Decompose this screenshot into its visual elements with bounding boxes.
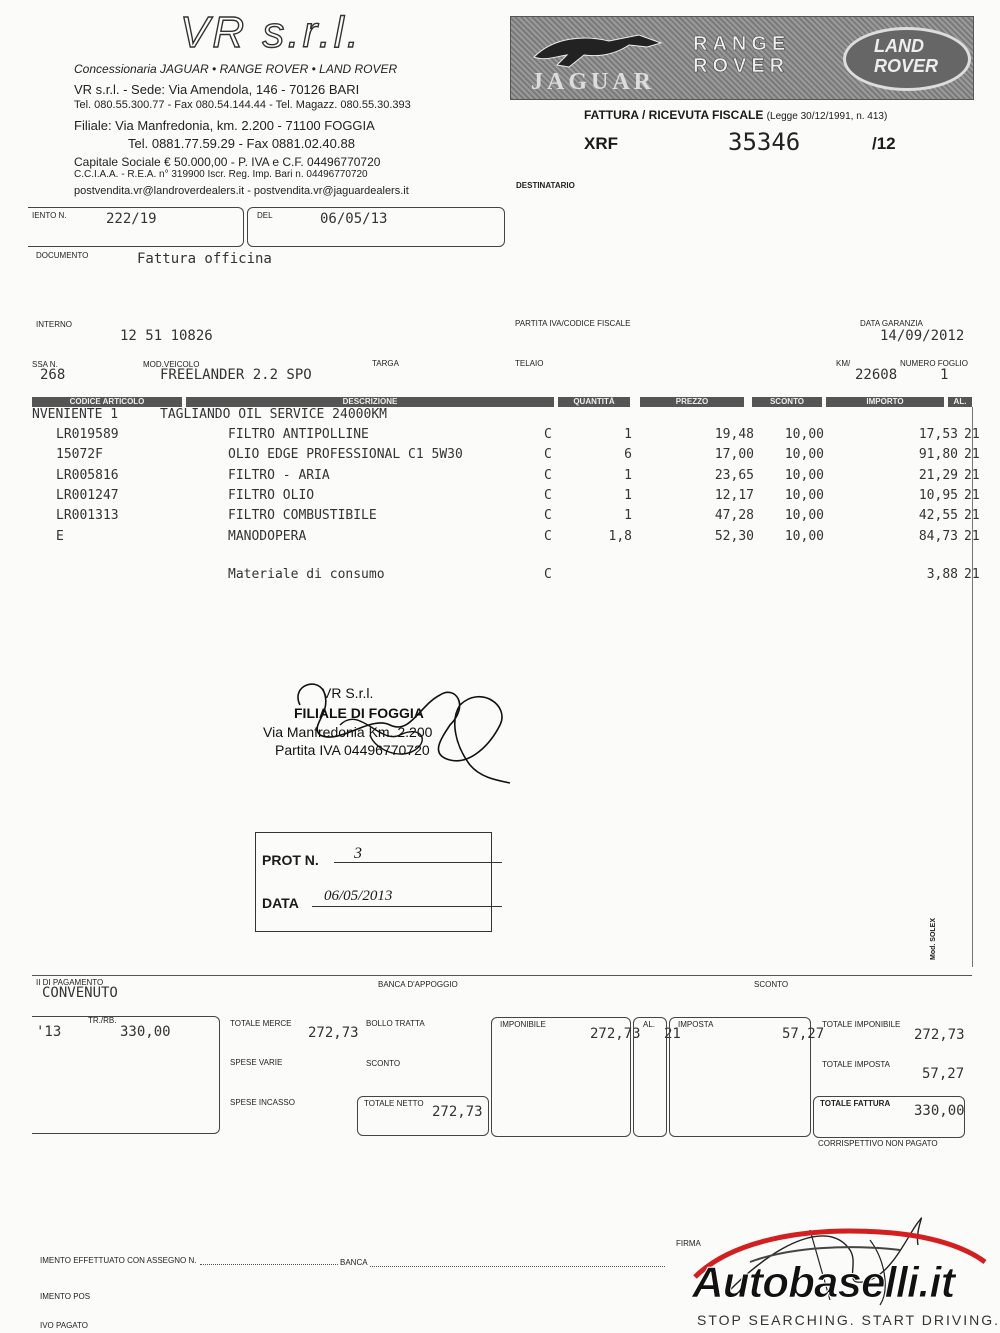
- cell-vat: 21: [964, 447, 980, 463]
- payment-label: II DI PAGAMENTO: [36, 978, 104, 987]
- invoice-title: [584, 108, 887, 122]
- assegno-label: IMENTO EFFETTUATO CON ASSEGNO N.: [40, 1256, 197, 1265]
- documento-n-label: IENTO N.: [32, 211, 67, 220]
- col-aliquota: AL.: [948, 397, 972, 407]
- al-box: [633, 1017, 667, 1137]
- cell-code: LR005816: [56, 467, 119, 483]
- cell-code: 15072F: [56, 447, 103, 463]
- table-row: [0, 427, 1000, 447]
- documento-value: Fattura officina: [137, 251, 272, 267]
- cell-quantity: 1: [624, 467, 632, 483]
- totale-merce-label: TOTALE MERCE: [230, 1019, 292, 1028]
- piva-label: PARTITA IVA/CODICE FISCALE: [515, 319, 631, 328]
- company-email-line: postvendita.vr@landroverdealers.it - postvendita.vr@jaguardealers.it: [74, 185, 409, 197]
- cell-description: Materiale di consumo: [228, 567, 385, 582]
- mod-veicolo-value: FREELANDER 2.2 SPO: [160, 367, 312, 383]
- stamp-line-1: VR S.r.l.: [322, 685, 374, 701]
- del-label: DEL: [257, 211, 273, 220]
- cell-description: MANODOPERA: [228, 528, 307, 544]
- cell-description: OLIO EDGE PROFESSIONAL C1 5W30: [228, 447, 463, 463]
- cell-description: FILTRO - ARIA: [228, 467, 330, 483]
- land-rover-wordmark-2: ROVER: [874, 56, 939, 76]
- interno-label: INTERNO: [36, 320, 72, 329]
- cell-discount: 10,00: [784, 508, 824, 524]
- cell-description: FILTRO COMBUSTIBILE: [228, 508, 377, 524]
- col-prezzo: PREZZO: [640, 397, 744, 407]
- cell-code: LR001247: [56, 487, 119, 503]
- company-filiale-line: Filiale: Via Manfredonia, km. 2.200 - 71100 FOGGIA: [74, 118, 375, 133]
- cell-description: FILTRO ANTIPOLLINE: [228, 427, 369, 442]
- km-label: KM/: [836, 359, 851, 368]
- totale-fattura-label: TOTALE FATTURA: [820, 1099, 891, 1108]
- cell-code: E: [56, 528, 64, 544]
- company-tel-line: Tel. 080.55.300.77 - Fax 080.54.144.44 - Tel. Magazz. 080.55.30.393: [74, 99, 411, 111]
- cell-discount: 10,00: [784, 528, 824, 544]
- prot-value: 3: [354, 845, 362, 862]
- cell-code: LR019589: [56, 427, 119, 442]
- cell-vat: 21: [964, 508, 980, 524]
- range-rover-wordmark-1: RANGE: [693, 33, 791, 55]
- cell-amount: 42,55: [918, 508, 958, 524]
- col-descrizione: DESCRIZIONE: [186, 397, 554, 407]
- cell-type: C: [544, 487, 552, 503]
- telaio-label: TELAIO: [515, 359, 544, 368]
- cell-discount: 10,00: [784, 467, 824, 483]
- banca-appoggio-label: BANCA D'APPOGGIO: [378, 980, 458, 989]
- destinatario-label: DESTINATARIO: [516, 181, 575, 190]
- targa-label: TARGA: [372, 359, 399, 368]
- spese-incasso-label: SPESE INCASSO: [230, 1098, 295, 1107]
- cell-amount: 17,53: [918, 427, 958, 442]
- cell-type: C: [544, 528, 552, 544]
- km-value: 22608: [855, 367, 898, 383]
- cell-quantity: 1: [624, 487, 632, 503]
- cell-quantity: 1: [624, 508, 632, 524]
- payment-sconto-label: SCONTO: [754, 980, 789, 989]
- non-pagato-label: IVO PAGATO: [40, 1321, 89, 1330]
- table-row: [0, 529, 1000, 549]
- watermark-tagline: STOP SEARCHING. START DRIVING.: [697, 1312, 1000, 1328]
- cell-price: 23,65: [714, 467, 754, 483]
- imponibile-label: IMPONIBILE: [500, 1020, 546, 1029]
- spese-varie-label: SPESE VARIE: [230, 1058, 283, 1067]
- cell-type: C: [544, 467, 552, 483]
- cassa-label: SSA N.: [32, 360, 58, 369]
- intro-left: NVENIENTE 1: [32, 407, 119, 422]
- stamp-line-3: Via Manfredonia Km. 2.200: [263, 724, 433, 740]
- cell-vat: 21: [964, 567, 980, 582]
- cell-amount: 21,29: [918, 467, 958, 483]
- cell-vat: 21: [964, 467, 980, 483]
- totale-imposta-label: TOTALE IMPOSTA: [822, 1060, 891, 1069]
- cell-price: 17,00: [714, 447, 754, 463]
- invoice-title-text: FATTURA / RICEVUTA FISCALE: [584, 108, 764, 122]
- cell-price: 19,48: [714, 427, 754, 442]
- del-value: 06/05/13: [320, 211, 388, 227]
- totale-imposta-value: 57,27: [922, 1066, 965, 1082]
- tr-label: TR./RB.: [88, 1016, 117, 1025]
- totale-fattura-value: 330,00: [914, 1103, 965, 1119]
- cell-amount: 84,73: [918, 528, 958, 544]
- mod-veicolo-label: MOD.VEICOLO: [143, 360, 200, 369]
- totale-imponibile-value: 272,73: [914, 1027, 965, 1043]
- al-value: 21: [664, 1026, 681, 1042]
- brand-banner: [510, 16, 974, 100]
- interno-value: 12 51 10826: [120, 328, 213, 344]
- table-row: [0, 508, 1000, 528]
- col-sconto: SCONTO: [752, 397, 822, 407]
- numero-foglio-label: NUMERO FOGLIO: [900, 359, 969, 368]
- table-row: [0, 567, 1000, 587]
- cell-vat: 21: [964, 487, 980, 503]
- bollo-label: BOLLO TRATTA: [366, 1019, 425, 1028]
- cell-amount: 3,88: [926, 567, 958, 582]
- totale-netto-value: 272,73: [432, 1104, 483, 1120]
- cell-amount: 91,80: [918, 447, 958, 463]
- col-codice: CODICE ARTICOLO: [32, 397, 182, 407]
- range-rover-wordmark-2: ROVER: [693, 55, 790, 77]
- banca-label: BANCA: [340, 1258, 368, 1267]
- payment-top-line: [32, 975, 972, 976]
- prot-data-label: DATA: [262, 895, 299, 911]
- cell-quantity: 6: [624, 447, 632, 463]
- cell-price: 47,28: [714, 508, 754, 524]
- tr-value: 330,00: [120, 1024, 171, 1040]
- cell-description: FILTRO OLIO: [228, 487, 315, 503]
- land-rover-oval: [843, 27, 971, 91]
- data-garanzia-label: DATA GARANZIA: [860, 319, 923, 328]
- imposta-label: IMPOSTA: [678, 1020, 714, 1029]
- cell-price: 12,17: [714, 487, 754, 503]
- table-row: [0, 488, 1000, 508]
- company-filiale-tel-line: Tel. 0881.77.59.29 - Fax 0881.02.40.88: [128, 136, 355, 151]
- company-capitale-line: Capitale Sociale € 50.000,00 - P. IVA e C.F. 04496770720: [74, 155, 381, 169]
- prot-box: [255, 832, 492, 932]
- invoice-number: 35346: [728, 128, 801, 156]
- cell-discount: 10,00: [784, 447, 824, 463]
- totale-netto-label: TOTALE NETTO: [364, 1099, 424, 1108]
- documento-label: DOCUMENTO: [36, 251, 89, 260]
- cell-quantity: 1: [624, 427, 632, 442]
- corrispettivo-label: CORRISPETTIVO NON PAGATO: [818, 1139, 938, 1148]
- stamp-line-2: FILIALE DI FOGGIA: [294, 705, 424, 721]
- table-intro-row: [0, 407, 1000, 427]
- pos-label: IMENTO POS: [40, 1292, 91, 1301]
- table-row: [0, 468, 1000, 488]
- intro-desc: TAGLIANDO OIL SERVICE 24000KM: [160, 407, 387, 422]
- company-logo: VR s.r.l.: [180, 8, 362, 57]
- invoice-year: /12: [872, 134, 896, 153]
- prot-label: PROT N.: [262, 852, 319, 868]
- table-row: [0, 447, 1000, 467]
- col-importo: IMPORTO: [826, 397, 944, 407]
- cell-amount: 10,95: [918, 487, 958, 503]
- documento-n-value: 222/19: [106, 211, 157, 227]
- banca-line: [370, 1266, 665, 1267]
- company-brands-line: Concessionaria JAGUAR • RANGE ROVER • LAND ROVER: [74, 62, 398, 76]
- firma-label: FIRMA: [676, 1239, 701, 1248]
- cell-type: C: [544, 447, 552, 463]
- al-label: AL.: [643, 1020, 656, 1029]
- payment-value: CONVENUTO: [42, 985, 118, 1001]
- signature: [280, 665, 520, 785]
- cell-vat: 21: [964, 427, 980, 442]
- totale-imponibile-label: TOTALE IMPONIBILE: [822, 1020, 901, 1029]
- prot-data-line: [312, 906, 502, 907]
- company-sede-line: VR s.r.l. - Sede: Via Amendola, 146 - 70126 BARI: [74, 82, 360, 97]
- land-rover-wordmark-1: LAND: [874, 36, 924, 56]
- assegno-line: [200, 1264, 338, 1265]
- cell-quantity: 1,8: [608, 528, 632, 544]
- cell-discount: 10,00: [784, 427, 824, 442]
- sconto-totals-label: SCONTO: [366, 1059, 401, 1068]
- cell-type: C: [544, 427, 552, 442]
- side-vertical-text: Mod. SOLEX: [930, 918, 937, 960]
- invoice-series: XRF: [584, 134, 618, 153]
- cell-type: C: [544, 567, 552, 582]
- cell-discount: 10,00: [784, 487, 824, 503]
- col-quantita: QUANTITÀ: [558, 397, 630, 407]
- cell-type: C: [544, 508, 552, 524]
- numero-foglio-value: 1: [940, 367, 949, 383]
- imponibile-value: 272,73: [590, 1026, 641, 1042]
- tr-date: '13: [36, 1024, 62, 1040]
- cell-code: LR001313: [56, 508, 119, 524]
- imposta-value: 57,27: [782, 1026, 825, 1042]
- company-cciaa-line: C.C.I.A.A. - R.E.A. n° 319900 Iscr. Reg. Imp. Bari n. 04496770720: [74, 169, 368, 180]
- cell-price: 52,30: [714, 528, 754, 544]
- stamp-line-4: Partita IVA 04496770720: [275, 742, 430, 758]
- data-garanzia-value: 14/09/2012: [880, 328, 965, 344]
- totale-merce-value: 272,73: [308, 1025, 359, 1041]
- cassa-value: 268: [40, 367, 66, 383]
- invoice-law-text: (Legge 30/12/1991, n. 413): [766, 111, 888, 122]
- prot-data-value: 06/05/2013: [324, 888, 393, 904]
- jaguar-wordmark: JAGUAR: [531, 69, 655, 95]
- cell-vat: 21: [964, 528, 980, 544]
- watermark-brand: Autobaselli.it: [692, 1258, 955, 1307]
